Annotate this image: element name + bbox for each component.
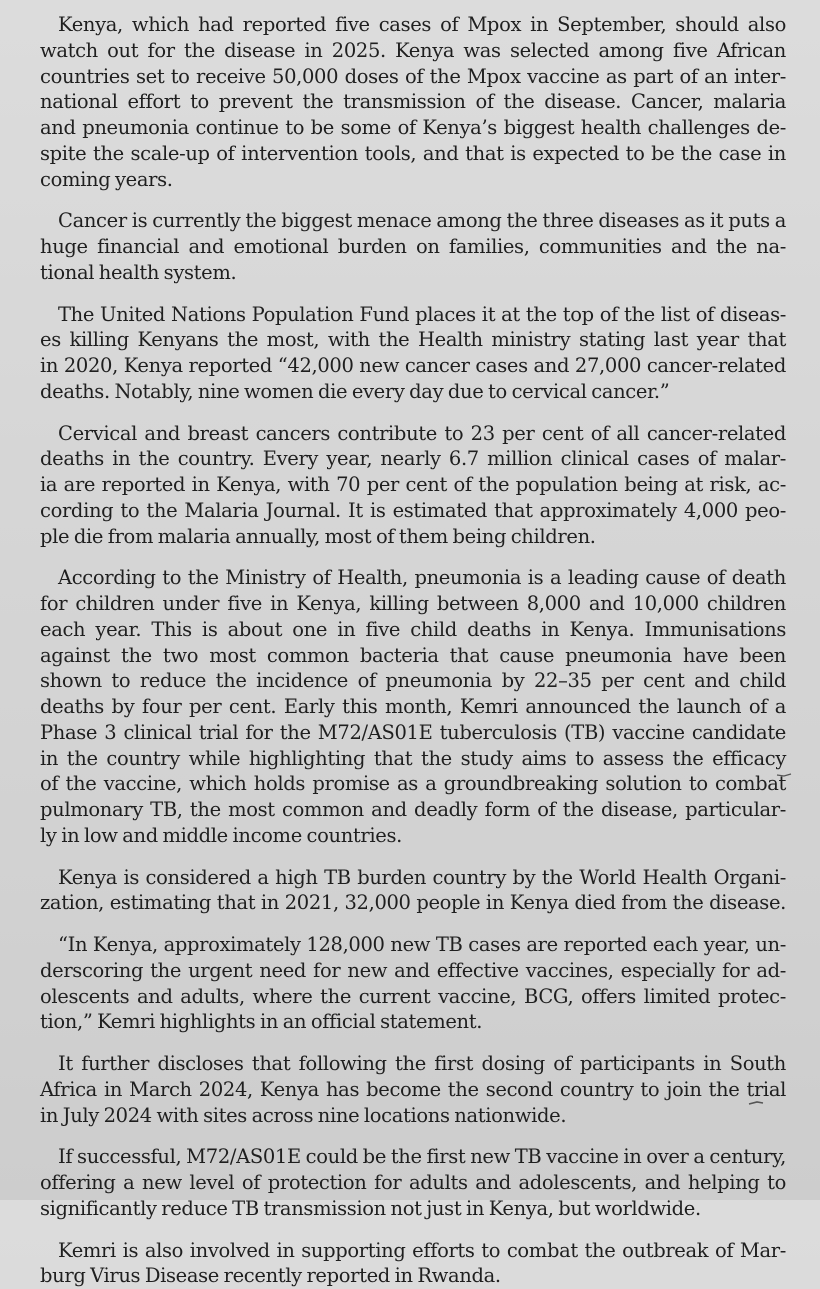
text-line: and pneumonia continue to be some of Kenya’s biggest health challenges de-	[40, 115, 786, 141]
paragraph-trial-sites	[40, 1051, 786, 1128]
text-line: According to the Ministry of Health, pneumonia is a leading cause of death	[40, 565, 786, 591]
pen-mark-icon	[748, 1100, 764, 1106]
text-line: Cancer is currently the biggest menace among the three diseases as it puts a	[40, 208, 786, 234]
text-line: each year. This is about one in five child deaths in Kenya. Immunisations	[40, 617, 786, 643]
text-line: deaths by four per cent. Early this month, Kemri announced the launch of a	[40, 694, 786, 720]
paragraph-cancer-menace	[40, 208, 786, 285]
text-line: of the vaccine, which holds promise as a groundbreaking solution to combat	[40, 771, 786, 797]
text-line: Africa in March 2024, Kenya has become the second country to join the trial	[40, 1077, 786, 1103]
text-line: for children under five in Kenya, killing between 8,000 and 10,000 children	[40, 591, 786, 617]
text-line: Kemri is also involved in supporting efforts to combat the outbreak of Mar-	[40, 1238, 786, 1264]
text-line: ia are reported in Kenya, with 70 per cent of the population being at risk, ac-	[40, 472, 786, 498]
text-line: tion,” Kemri highlights in an official statement.	[40, 1009, 786, 1035]
text-line: against the two most common bacteria that cause pneumonia have been	[40, 643, 786, 669]
text-line: Cervical and breast cancers contribute to 23 per cent of all cancer-related	[40, 421, 786, 447]
text-line: The United Nations Population Fund places it at the top of the list of diseas-	[40, 302, 786, 328]
pen-mark-icon	[776, 772, 792, 778]
text-line: Phase 3 clinical trial for the M72/AS01E tuberculosis (TB) vaccine candidate	[40, 720, 786, 746]
paragraph-vaccine-success	[40, 1144, 786, 1221]
article-body	[40, 12, 786, 1289]
paragraph-mpox-intro	[40, 12, 786, 192]
text-line: in the country while highlighting that the study aims to assess the efficacy	[40, 746, 786, 772]
paragraph-kemri-quote	[40, 932, 786, 1035]
text-line: pulmonary TB, the most common and deadly form of the disease, particular-	[40, 797, 786, 823]
text-line: national effort to prevent the transmission of the disease. Cancer, malaria	[40, 89, 786, 115]
text-line: huge financial and emotional burden on families, communities and the na-	[40, 234, 786, 260]
text-line: “In Kenya, approximately 128,000 new TB cases are reported each year, un-	[40, 932, 786, 958]
text-line: ple die from malaria annually, most of them being children.	[40, 524, 786, 550]
text-line: spite the scale-up of intervention tools, and that is expected to be the case in	[40, 141, 786, 167]
text-line: Kenya is considered a high TB burden country by the World Health Organi-	[40, 865, 786, 891]
text-line: olescents and adults, where the current vaccine, BCG, offers limited protec-	[40, 984, 786, 1010]
text-line: deaths. Notably, nine women die every day due to cervical cancer.”	[40, 379, 786, 405]
text-line: derscoring the urgent need for new and effective vaccines, especially for ad-	[40, 958, 786, 984]
text-line: es killing Kenyans the most, with the Health ministry stating last year that	[40, 327, 786, 353]
paragraph-un-population-fund	[40, 302, 786, 405]
text-line: If successful, M72/AS01E could be the first new TB vaccine in over a century,	[40, 1144, 786, 1170]
text-line: tional health system.	[40, 260, 786, 286]
text-line: countries set to receive 50,000 doses of the Mpox vaccine as part of an inter-	[40, 64, 786, 90]
text-line: coming years.	[40, 167, 786, 193]
paragraph-tb-burden	[40, 865, 786, 917]
text-line: watch out for the disease in 2025. Kenya was selected among five African	[40, 38, 786, 64]
text-line: It further discloses that following the first dosing of participants in South	[40, 1051, 786, 1077]
text-line: significantly reduce TB transmission not just in Kenya, but worldwide.	[40, 1196, 786, 1222]
text-line: Kenya, which had reported five cases of Mpox in September, should also	[40, 12, 786, 38]
text-line: offering a new level of protection for adults and adolescents, and helping to	[40, 1170, 786, 1196]
paragraph-pneumonia-tb-trial	[40, 565, 786, 848]
paragraph-cervical-malaria	[40, 421, 786, 550]
text-line: deaths in the country. Every year, nearly 6.7 million clinical cases of malar-	[40, 446, 786, 472]
text-line: shown to reduce the incidence of pneumonia by 22–35 per cent and child	[40, 668, 786, 694]
text-line: in July 2024 with sites across nine locations nationwide.	[40, 1103, 786, 1129]
paragraph-marburg	[40, 1238, 786, 1289]
text-line: zation, estimating that in 2021, 32,000 people in Kenya died from the disease.	[40, 890, 786, 916]
text-line: in 2020, Kenya reported “42,000 new cancer cases and 27,000 cancer-related	[40, 353, 786, 379]
text-line: burg Virus Disease recently reported in Rwanda.	[40, 1263, 786, 1289]
text-line: ly in low and middle income countries.	[40, 823, 786, 849]
text-line: cording to the Malaria Journal. It is estimated that approximately 4,000 peo-	[40, 498, 786, 524]
